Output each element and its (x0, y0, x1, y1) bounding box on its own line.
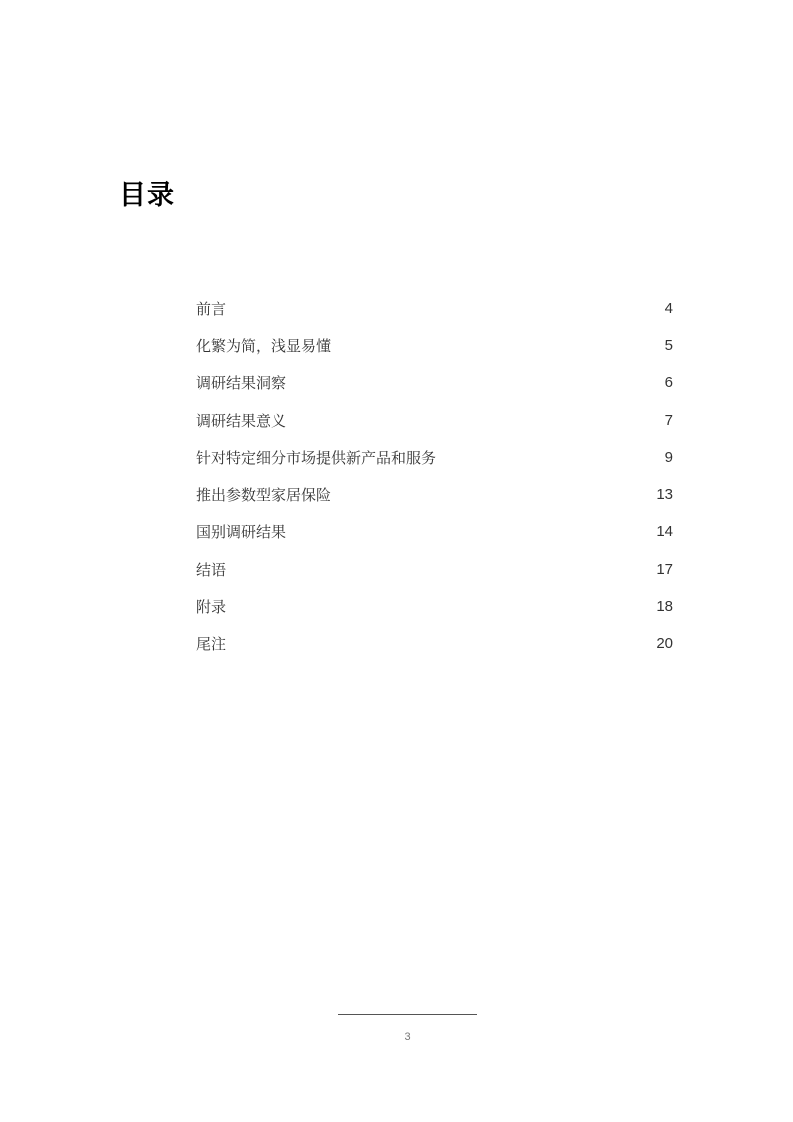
toc-entry-label: 调研结果意义 (196, 411, 287, 430)
toc-entry[interactable] (196, 365, 673, 402)
toc-entry[interactable] (196, 402, 673, 439)
toc-entry-page: 13 (656, 486, 673, 504)
toc-entry-page: 18 (656, 598, 673, 616)
toc-entry-page: 17 (656, 560, 673, 578)
toc-entry[interactable] (196, 551, 673, 588)
toc-entry-page: 4 (664, 299, 673, 317)
footer-divider (338, 1014, 477, 1015)
toc-entry-label: 化繁为简，浅显易懂 (196, 336, 332, 355)
toc-entry-page: 20 (656, 635, 673, 653)
page-number: 3 (404, 1031, 411, 1043)
toc-entry-page: 14 (656, 523, 673, 541)
toc-entry-page: 5 (664, 336, 673, 354)
toc-entry-label: 尾注 (196, 635, 227, 654)
toc-entry-page: 9 (664, 448, 673, 466)
toc-entry-label: 结语 (196, 560, 227, 579)
toc-entry[interactable] (196, 514, 673, 551)
toc-entry[interactable] (196, 626, 673, 663)
toc-entry[interactable] (196, 439, 673, 476)
toc-entry-label: 推出参数型家居保险 (196, 486, 332, 505)
toc-entry[interactable] (196, 290, 673, 327)
toc-entry[interactable] (196, 327, 673, 364)
table-of-contents (196, 290, 673, 663)
toc-entry-label: 国别调研结果 (196, 523, 287, 542)
toc-entry-label: 附录 (196, 598, 227, 617)
toc-entry-label: 前言 (196, 299, 227, 318)
toc-entry-label: 调研结果洞察 (196, 374, 287, 393)
toc-entry-label: 针对特定细分市场提供新产品和服务 (196, 448, 437, 467)
toc-entry-page: 6 (664, 374, 673, 392)
toc-entry[interactable] (196, 476, 673, 513)
page-title: 目录 (119, 180, 175, 211)
toc-entry-page: 7 (664, 411, 673, 429)
toc-entry[interactable] (196, 588, 673, 625)
